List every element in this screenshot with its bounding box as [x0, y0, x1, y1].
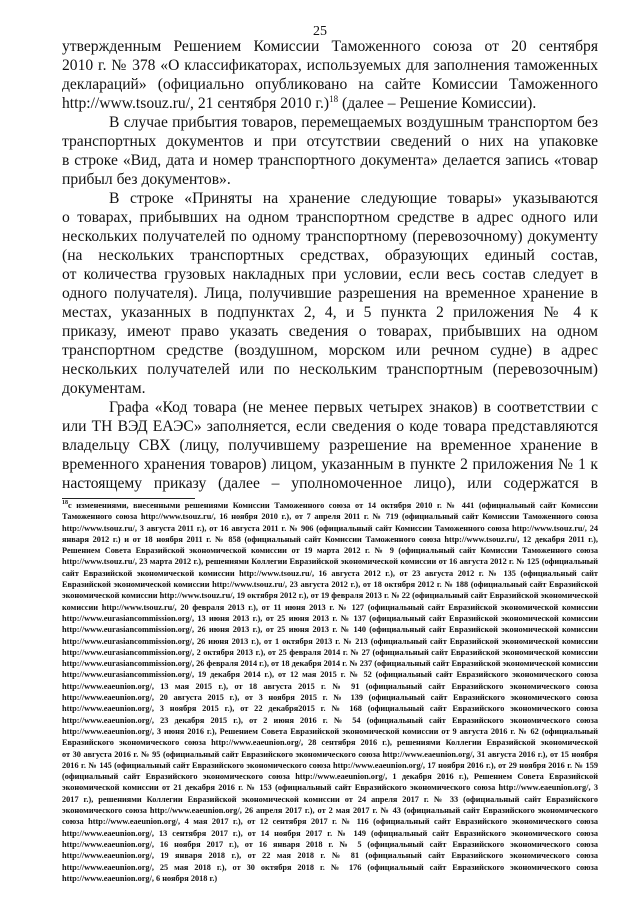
footnote-line: [62, 862, 598, 873]
body-line-text: приказу, имеют право указать сведения о товарах, прибывших на одном: [62, 323, 598, 340]
body-line-text: деклараций» (официально опубликовано на сайте Комиссии Таможенного: [62, 76, 598, 93]
body-line: [62, 113, 598, 132]
footnote-line-text: http://www.eurasiancommission.org/, 26 июня 2013 г.), от 1 октября 2013 г. № 213 (официальный сайт Евразийской экономической комиссии: [62, 636, 598, 646]
footnote-line: [62, 816, 598, 827]
body-line: [62, 94, 598, 113]
body-line-text: (на нескольких транспортных средствах, образующих единый состав,: [62, 247, 598, 264]
footnote-reference[interactable]: 18: [329, 94, 339, 104]
body-line-text: местах, указанных в подпунктах 2, 4, и 5 пункта 2 приложения № 4 к: [62, 304, 598, 321]
body-line-text: документам.: [62, 380, 146, 397]
footnote-line-text: http://www.eaeunion.org/, 25 мая 2018 г.), от 30 октября 2018 г. № 176 (официальный сайт Евразийского экономического союза: [62, 862, 598, 872]
body-line-text: или ТН ВЭД ЕАЭС» заполняется, если сведения о коде товара представляются: [62, 418, 598, 435]
footnote-line: [62, 828, 598, 839]
footnote-line-text: http://www.eaeunion.org/, 6 ноября 2018 г.): [62, 873, 218, 883]
body-line-text: настоящему приказу (далее – уполномоченное лицо), или содержатся в: [62, 475, 598, 492]
footnote-line: [62, 839, 598, 850]
footnote-line-text: экономического союза http://www.eaeunion.org/, 26 апреля 2017 г.), от 2 мая 2017 г. № 43 (официальный сайт Евразийского экономического: [62, 806, 598, 816]
footnote-line: [62, 873, 598, 884]
footnote: [62, 500, 598, 884]
footnote-line: [62, 703, 598, 714]
body-line: [62, 436, 598, 455]
footnote-line: [62, 500, 598, 511]
footnote-line: [62, 647, 598, 658]
footnote-line: [62, 850, 598, 861]
footnote-line-text: http://www.eaeunion.org/, 19 января 2018 г.), от 22 мая 2018 г. № 81 (официальный сайт Евразийского экономического союза: [62, 851, 598, 861]
body-line: [62, 246, 598, 265]
body-line-text: от количества грузовых накладных при условии, если весь состав следует в: [62, 266, 598, 283]
body-line: [62, 170, 598, 189]
footnote-line-text: Евразийского экономического союза http://www.eaeunion.org/, 28 сентября 2016 г.), решениями Коллегии Евразийской экономической: [62, 738, 598, 748]
footnote-line: [62, 737, 598, 748]
footnote-line: [62, 782, 598, 793]
body-line-text: транспортном средстве (воздушном, морском или речном судне) в адрес: [62, 342, 598, 359]
footnote-line-text: (официальный сайт Евразийского экономического союза http://www.eaeunion.org/, 1 декабря 2016 г.), Решением Совета Евразийской: [62, 772, 598, 782]
footnote-line-text: http://www.eaeunion.org/, 23 декабря 2015 г.), от 2 июня 2016 г. № 54 (официальный сайт Евразийского экономического союза: [62, 715, 598, 725]
body-line: [62, 360, 598, 379]
footnote-line: [62, 726, 598, 737]
footnote-line-text: сайт Евразийской экономической комиссии http://www.tsouz.ru/, 16 августа 2012 г.), от 23 августа 2012 г. № 135 (официальный сайт: [62, 568, 598, 578]
footnote-line-text: января 2012 г.) и от 18 ноября 2011 г. № 858 (официальный сайт Комиссии Таможенного союза http://www.tsouz.ru/, 12 декабря 2011 г.),: [62, 534, 598, 544]
footnote-line: [62, 794, 598, 805]
footnote-line-text: http://www.eaeunion.org/, 16 ноября 2017 г.), от 16 января 2018 г. № 5 (официальный сайт Евразийского экономического союза: [62, 839, 598, 849]
body-line-text: В строке «Приняты на хранение следующие товары» указываются: [109, 190, 598, 207]
footnote-line: [62, 749, 598, 760]
footnote-line-text: http://www.eaeunion.org/, 20 августа 2015 г.), от 3 ноября 2015 г. № 139 (официальный сайт Евразийского экономического союза: [62, 693, 598, 703]
body-line-text: временного хранения товаров) лицом, указанным в пункте 2 приложения № 1 к: [62, 456, 598, 473]
body-line-text: В случае прибытия товаров, перемещаемых воздушным транспортом без: [109, 114, 598, 131]
footnote-line: [62, 523, 598, 534]
footnote-line-text: 2017 г.), решениями Коллегии Евразийской экономической комиссии от 24 апреля 2017 г. № 33 (официальный сайт Евразийского: [62, 794, 598, 804]
footnote-line-text: Таможенного союза http://www.tsouz.ru/, 16 ноября 2010 г.), от 7 апреля 2011 г. № 719 (официальный сайт Комиссии Таможенного союза: [62, 512, 598, 522]
footnote-line: [62, 579, 598, 590]
footnote-line-text: комиссии http://www.tsouz.ru/, 20 февраля 2013 г.), от 11 июня 2013 г. № 127 (официальный сайт Евразийской экономической комиссии: [62, 602, 598, 612]
body-line: [62, 132, 598, 151]
body-line-text: владельцу СВХ (лицу, получившему разрешение на временное хранение в: [62, 437, 598, 454]
footnote-line-text: Решением Совета Евразийской экономической комиссии от 19 марта 2012 г. № 9 (официальный сайт Комиссии Таможенного союза: [62, 546, 598, 556]
footnote-line-text: с изменениями, внесенными решениями Комиссии Таможенного союза от 14 октября 2010 г. № 441 (официальный сайт Комиссии: [68, 501, 598, 510]
footnote-line: [62, 760, 598, 771]
body-line: [62, 455, 598, 474]
footnote-line-text: http://www.eaeunion.org/, 13 мая 2015 г.), от 18 августа 2015 г. № 91 (официальный сайт Евразийского экономического союза: [62, 681, 598, 691]
body-text: [62, 37, 598, 493]
footnote-line: [62, 658, 598, 669]
body-line: [62, 75, 598, 94]
body-line: [62, 398, 598, 417]
body-line: [62, 265, 598, 284]
body-line-text: нескольких получателей по одному транспортному (перевозочному) документу: [62, 228, 598, 245]
footnote-line: [62, 556, 598, 567]
body-line-text: Графа «Код товара (не менее первых четырех знаков) в соответствии с: [109, 399, 598, 416]
footnote-marker: 18: [62, 500, 68, 507]
footnote-line-text: http://www.eaeunion.org/, 3 ноября 2015 г.), от 22 декабря2015 г. № 168 (официальный сайт Евразийского экономического союза: [62, 704, 598, 714]
body-line: [62, 417, 598, 436]
body-line: [62, 227, 598, 246]
page-number: 25: [313, 24, 327, 39]
body-line: [62, 474, 598, 493]
footnote-line-text: http://www.eurasiancommission.org/, 19 декабря 2014 г.), от 12 мая 2015 г. № 52 (официальный сайт Евразийского экономического союза: [62, 670, 598, 680]
footnote-line: [62, 771, 598, 782]
body-line: [62, 284, 598, 303]
footnote-line-text: http://www.eurasiancommission.org/, 26 февраля 2014 г.), от 18 декабря 2014 г. № 237 (официальный сайт Евразийской экономической комиссии: [62, 659, 598, 669]
body-line-text: http://www.tsouz.ru/, 21 сентября 2010 г.): [62, 95, 330, 112]
footnote-line: [62, 534, 598, 545]
body-line-text: 2010 г. № 378 «О классификаторах, используемых для заполнения таможенных: [62, 57, 598, 74]
body-line-text: о товарах, прибывших на одном транспортном средстве в адрес одного или: [62, 209, 598, 226]
body-line-text: прибыл без документов».: [62, 171, 231, 188]
footnote-line: [62, 805, 598, 816]
body-line: [62, 303, 598, 322]
body-line-text: транспортных документов и при отсутствии сведений о них на упаковке: [62, 133, 598, 150]
footnote-line-text: http://www.eurasiancommission.org/, 2 октября 2013 г.), от 25 февраля 2014 г. № 27 (официальный сайт Евразийской экономической комиссии: [62, 647, 598, 657]
body-line-text: нескольких получателей или по нескольким транспортным (перевозочным): [62, 361, 598, 378]
footnote-line-text: от 30 августа 2016 г. № 95 (официальный сайт Евразийского экономического союза http://www.eaeunion.org/, 31 августа 2016 г.), от 15 ноября: [62, 749, 598, 759]
footnote-line-text: экономической комиссии http://www.tsouz.ru/, 19 октября 2012 г.), от 19 февраля 2013 г. № 22 (официальный сайт Евразийской экономической: [62, 591, 598, 601]
body-line: [62, 322, 598, 341]
footnote-line: [62, 545, 598, 556]
footnote-line: [62, 681, 598, 692]
body-line: [62, 56, 598, 75]
footnote-line: [62, 511, 598, 522]
body-line: [62, 341, 598, 360]
body-line: [62, 151, 598, 170]
body-line: [62, 37, 598, 56]
body-line: [62, 208, 598, 227]
footnote-line-text: http://www.eurasiancommission.org/, 26 июня 2013 г.), от 25 июня 2013 г. № 140 (официальный сайт Евразийской экономической комиссии: [62, 625, 598, 635]
footnote-line-text: http://www.tsouz.ru/, 23 марта 2012 г.), решениями Коллегии Евразийской экономической комиссии от 16 августа 2012 г. № 125 (официальный: [62, 557, 598, 567]
footnote-line: [62, 590, 598, 601]
footnote-line: [62, 602, 598, 613]
footnote-line-text: союза http://www.eaeunion.org/, 4 мая 2017 г.), от 12 сентября 2017 г. № 116 (официальный сайт Евразийского экономического союза: [62, 817, 598, 827]
footnote-line: [62, 636, 598, 647]
footnote-line-text: Евразийской экономической комиссии http://www.tsouz.ru/, 23 августа 2012 г.), от 18 октября 2012 г. № 188 (официальный сайт Евразийской: [62, 580, 598, 590]
footnote-line-text: http://www.eaeunion.org/, 13 сентября 2017 г.), от 14 ноября 2017 г. № 149 (официальный сайт Евразийского экономического союза: [62, 828, 598, 838]
footnote-line-text: экономической комиссии от 21 декабря 2016 г. № 153 (официальный сайт Евразийского экономического союза http://www.eaeunion.org/, 3: [62, 783, 598, 793]
footnote-line: [62, 624, 598, 635]
footnote-line-text: http://www.eurasiancommission.org/, 13 июня 2013 г.), от 25 июня 2013 г. № 137 (официальный сайт Евразийской экономической комиссии: [62, 613, 598, 623]
body-line-text: в строке «Вид, дата и номер транспортного документа» делается запись «товар: [62, 152, 598, 169]
body-line: [62, 189, 598, 208]
footnote-line: [62, 715, 598, 726]
body-line: [62, 379, 598, 398]
footnote-line: [62, 692, 598, 703]
body-line-text: (далее – Решение Комиссии).: [338, 95, 537, 112]
footnote-line: [62, 669, 598, 680]
footnote-line: [62, 613, 598, 624]
body-line-text: одного получателя). Лица, получившие разрешения на временное хранение в: [62, 285, 598, 302]
footnote-line-text: http://www.eaeunion.org/, 3 июня 2016 г.), Решением Совета Евразийской экономической комиссии от 9 августа 2016 г. № 62 (официальный: [62, 726, 598, 736]
footnote-line: [62, 568, 598, 579]
footnote-line-text: http://www.tsouz.ru/, 3 августа 2011 г.), от 16 августа 2011 г. № 906 (официальный сайт Комиссии Таможенного союза http://www.tsouz.ru/, 24: [62, 523, 598, 533]
footnote-separator: [62, 498, 195, 499]
body-line-text: утвержденным Решением Комиссии Таможенного союза от 20 сентября: [62, 38, 598, 55]
footnote-line-text: 2016 г. № 145 (официальный сайт Евразийского экономического союза http://www.eaeunion.org/, 17 ноября 2016 г.), от 29 ноября 2016 г. № 159: [62, 760, 598, 770]
